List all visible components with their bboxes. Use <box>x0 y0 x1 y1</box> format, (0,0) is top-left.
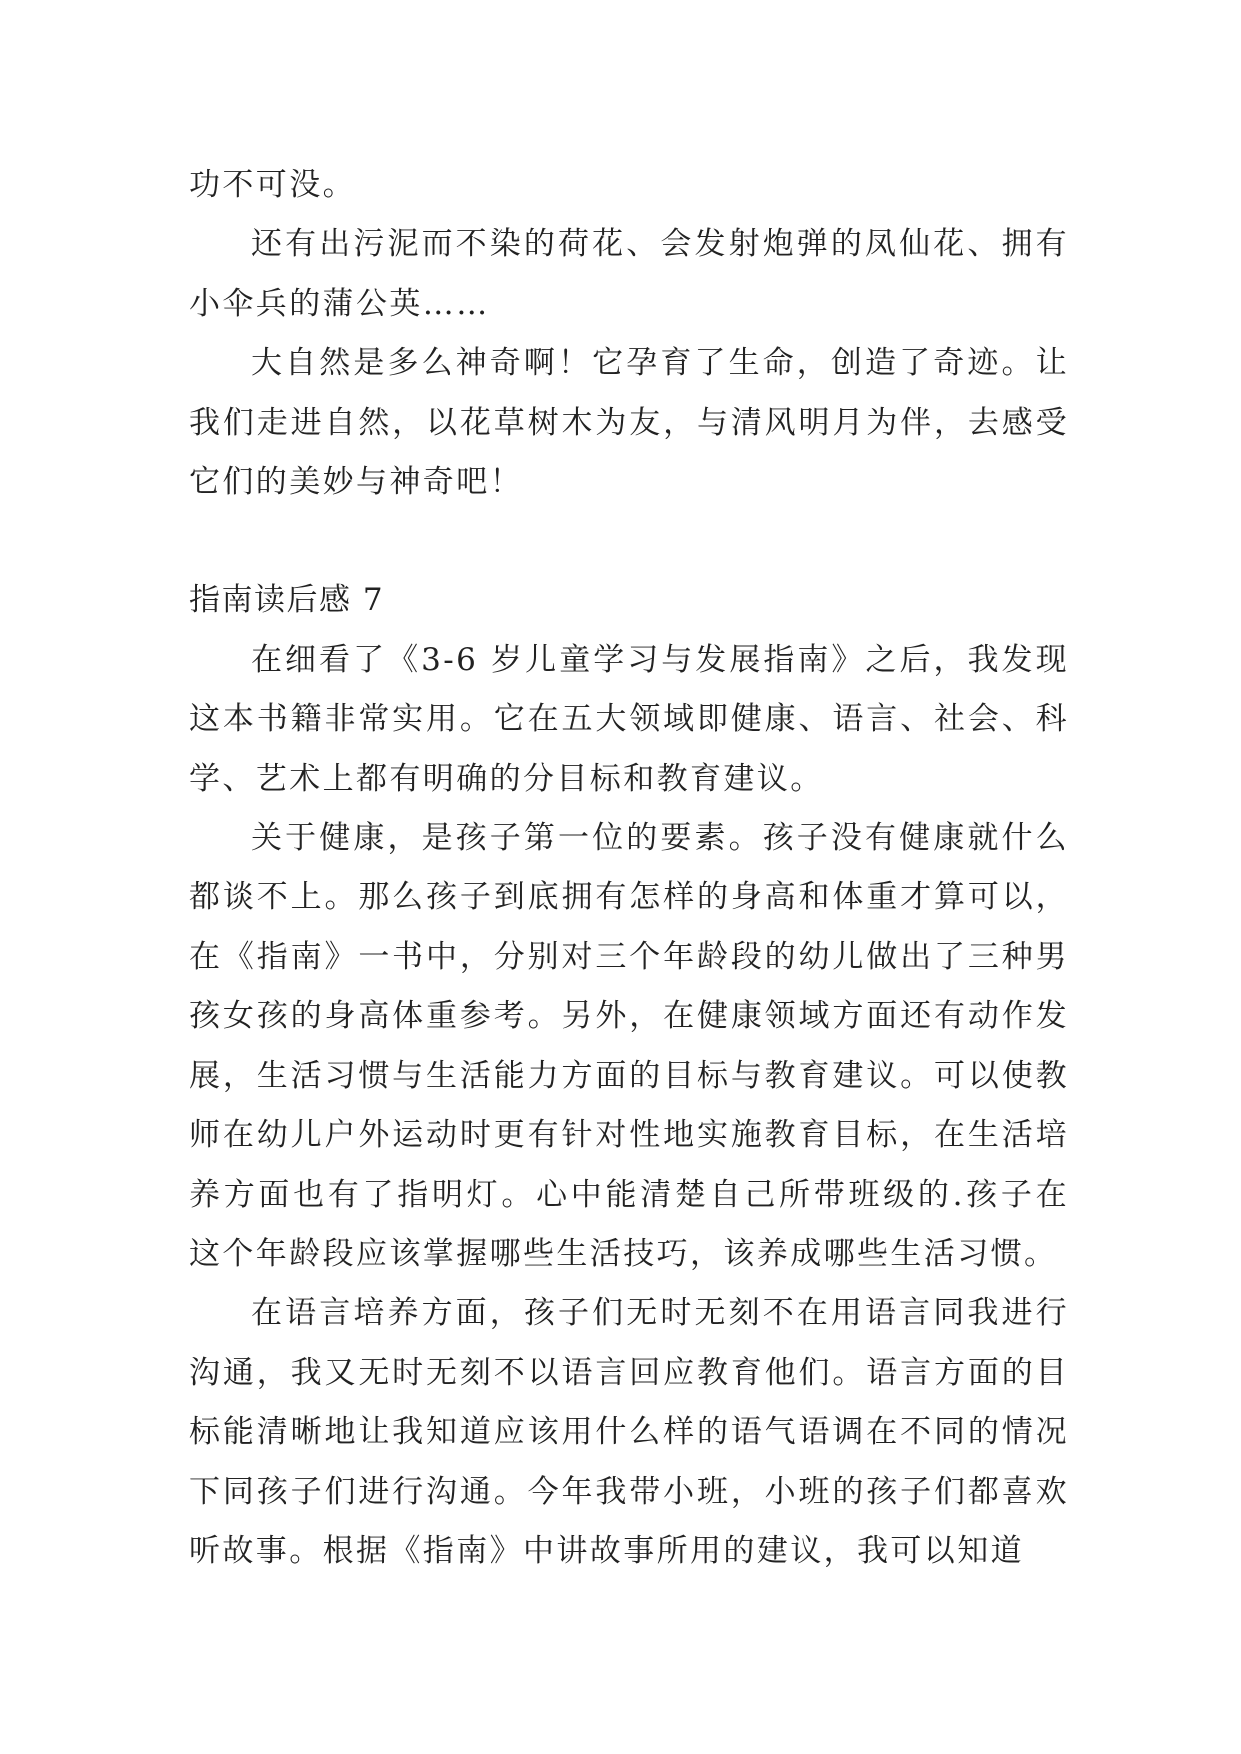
paragraph: 在细看了《3-6 岁儿童学习与发展指南》之后，我发现这本书籍非常实用。它在五大领域即健康、语言、社会、科学、艺术上都有明确的分目标和教育建议。 <box>189 641 1069 797</box>
paragraph: 大自然是多么神奇啊！它孕育了生命，创造了奇迹。让我们走进自然，以花草树木为友，与清风明月为伴，去感受它们的美妙与神奇吧！ <box>189 345 1069 501</box>
paragraph: 关于健康，是孩子第一位的要素。孩子没有健康就什么都谈不上。那么孩子到底拥有怎样的身高和体重才算可以，在《指南》一书中，分别对三个年龄段的幼儿做出了三种男孩女孩的身高体重参考。另外，在健康领域方面还有动作发展，生活习惯与生活能力方面的目标与教育建议。可以使教师在幼儿户外运动时更有针对性地实施教育目标，在生活培养方面也有了指明灯。心中能清楚自己所带班级的.孩子在这个年龄段应该掌握哪些生活技巧，该养成哪些生活习惯。 <box>189 820 1069 1272</box>
document-body <box>189 156 1069 1581</box>
section-title: 指南读后感 7 <box>189 582 385 619</box>
paragraph: 还有出污泥而不染的荷花、会发射炮弹的凤仙花、拥有小伞兵的蒲公英…… <box>189 226 1069 322</box>
paragraph-continuation: 功不可没。 <box>189 167 356 203</box>
paragraph: 在语言培养方面，孩子们无时无刻不在用语言同我进行沟通，我又无时无刻不以语言回应教育他们。语言方面的目标能清晰地让我知道应该用什么样的语气语调在不同的情况下同孩子们进行沟通。今年我带小班，小班的孩子们都喜欢听故事。根据《指南》中讲故事所用的建议，我可以知道 <box>189 1295 1069 1569</box>
